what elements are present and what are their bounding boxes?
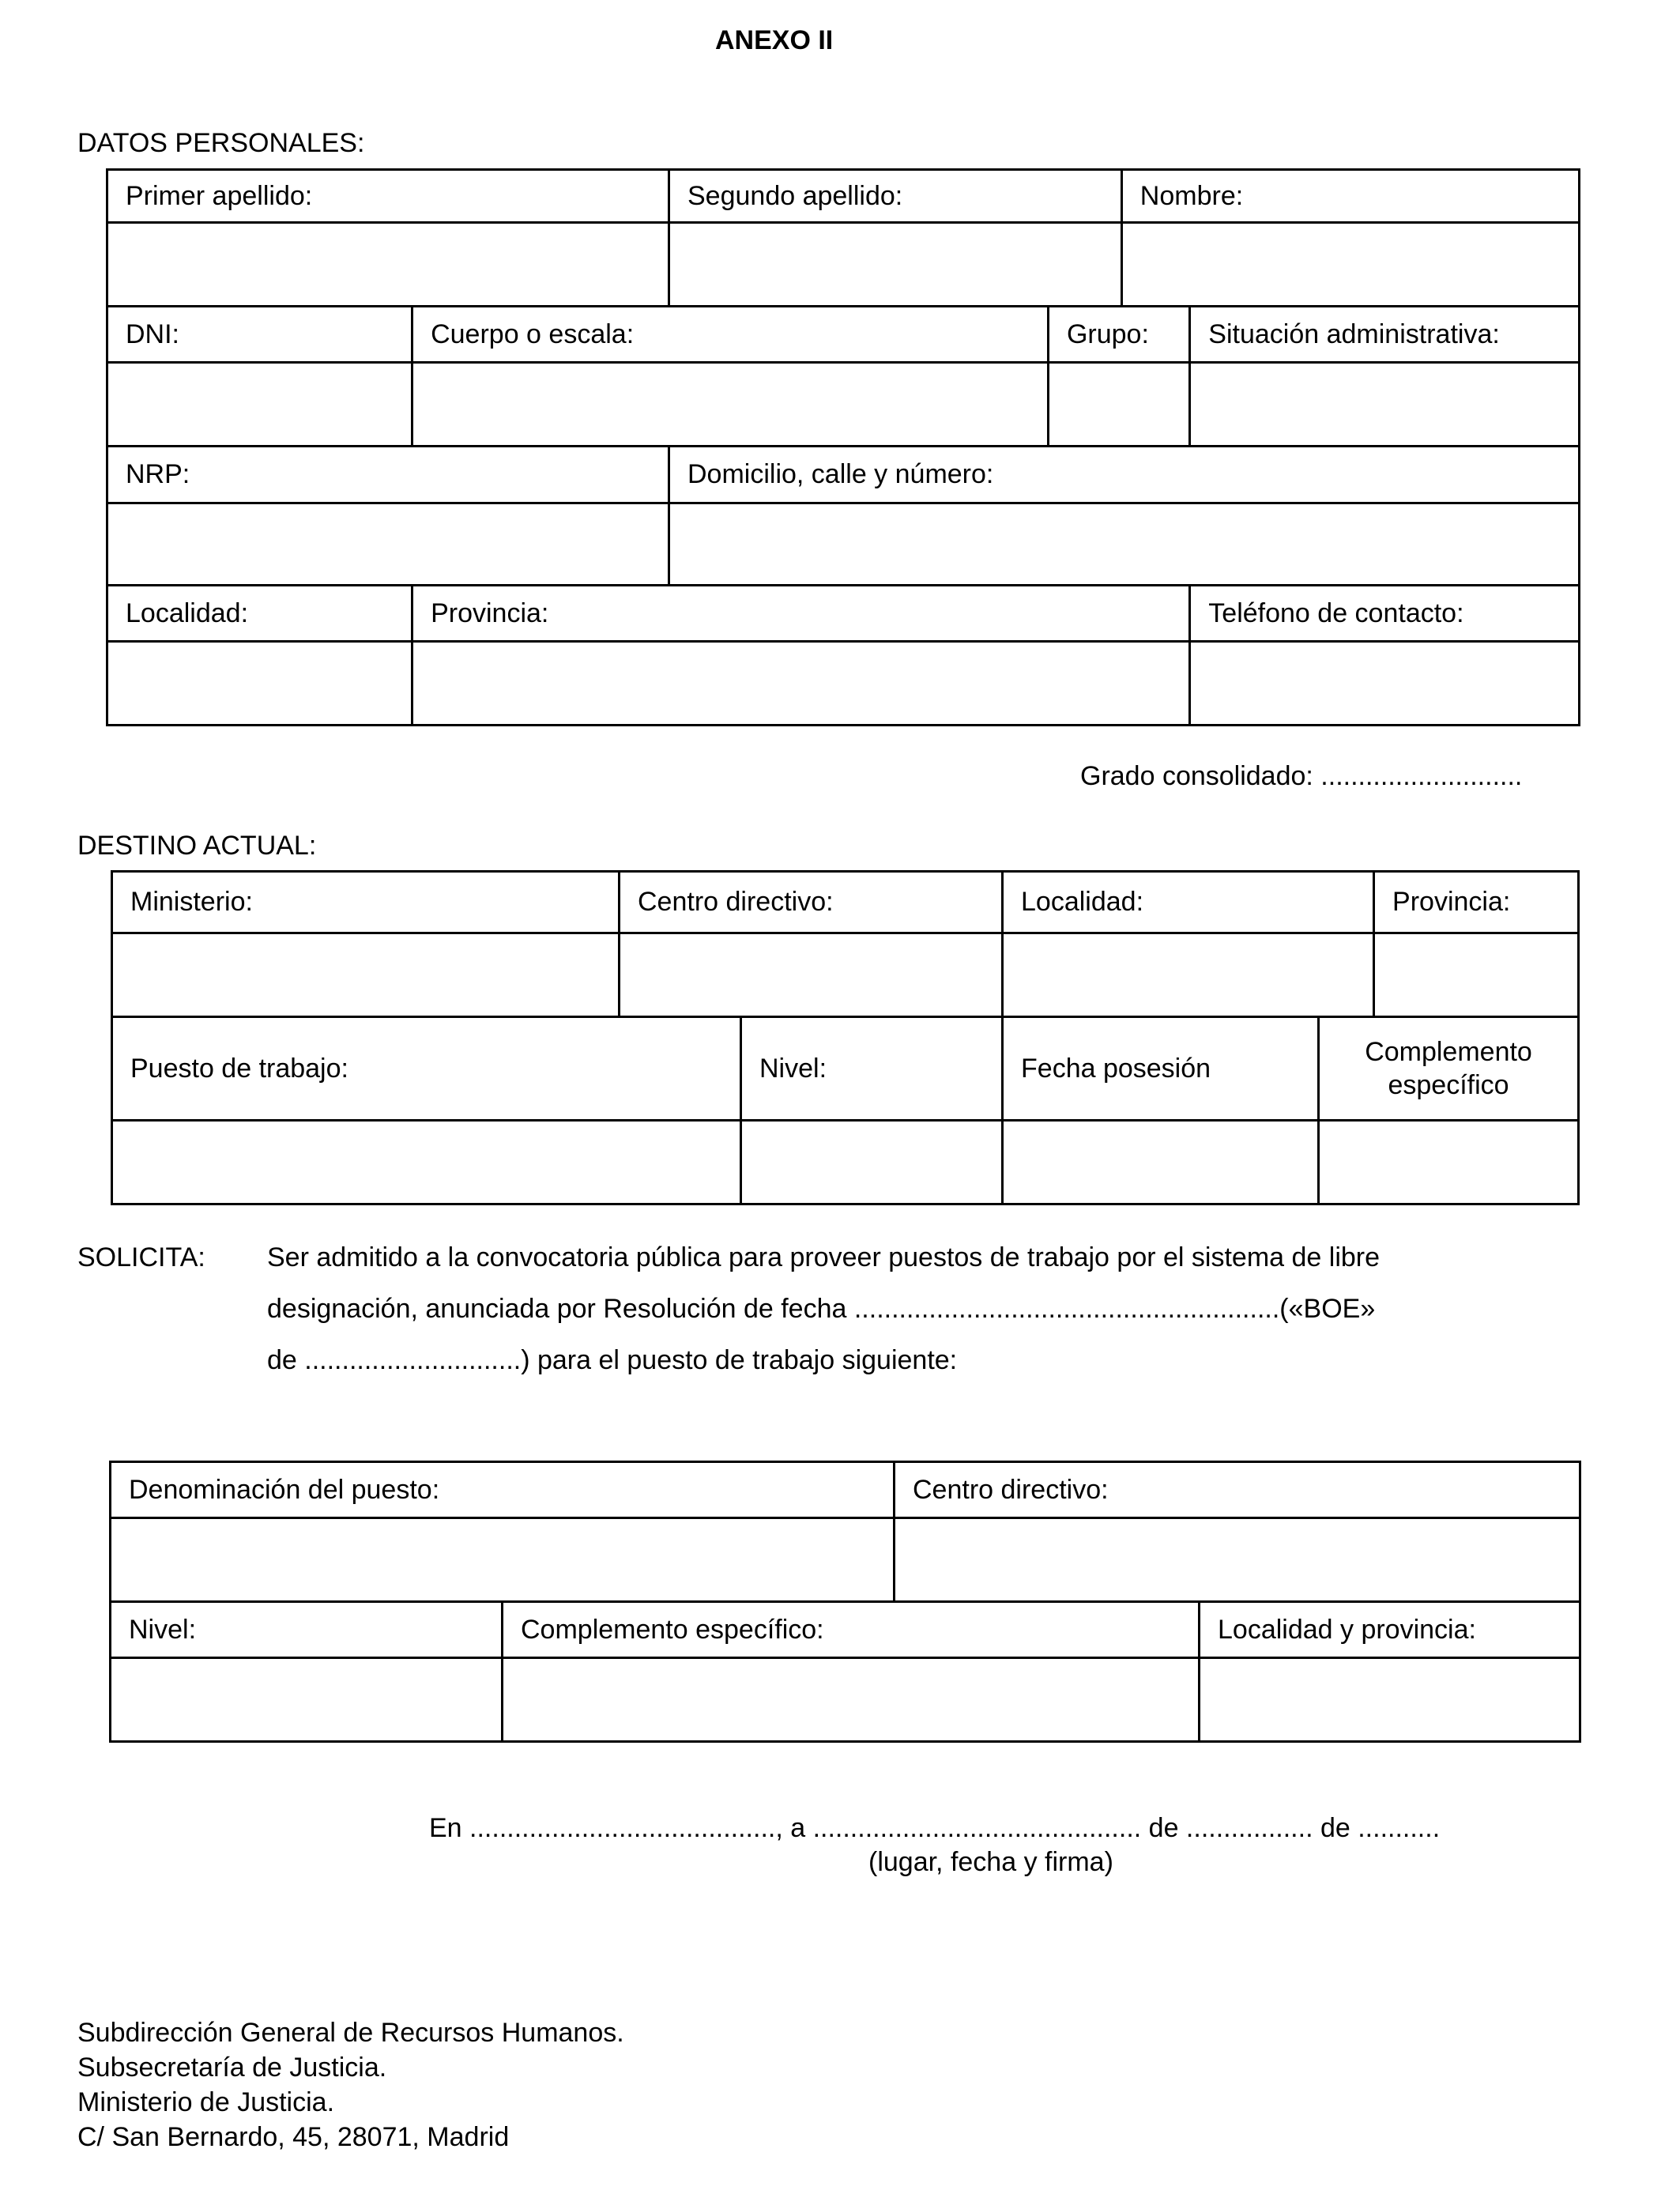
- cuerpo-escala-field[interactable]: [412, 363, 1049, 447]
- nrp-field[interactable]: [107, 503, 669, 586]
- complemento-especifico-field[interactable]: [1319, 1121, 1579, 1204]
- provincia-field[interactable]: [412, 642, 1190, 726]
- domicilio-label: Domicilio, calle y número:: [669, 447, 1580, 503]
- destino-provincia-field[interactable]: [1374, 933, 1579, 1017]
- segundo-apellido-label: Segundo apellido:: [669, 170, 1122, 223]
- telefono-label: Teléfono de contacto:: [1190, 586, 1580, 642]
- destino-localidad-field[interactable]: [1003, 933, 1374, 1017]
- denominacion-puesto-field[interactable]: [111, 1518, 895, 1602]
- centro-directivo-label: Centro directivo:: [620, 872, 1003, 933]
- complemento-line-1: Complemento: [1365, 1037, 1532, 1067]
- ministerio-field[interactable]: [112, 933, 620, 1017]
- datos-personales-table: [106, 168, 1580, 726]
- segundo-apellido-field[interactable]: [669, 223, 1122, 307]
- solicitado-complemento-field[interactable]: [503, 1658, 1200, 1742]
- footer-line-1: Subdirección General de Recursos Humanos.: [77, 2018, 624, 2048]
- footer-line-3: Ministerio de Justicia.: [77, 2087, 335, 2117]
- puesto-solicitado-table: [109, 1461, 1581, 1743]
- destino-actual-table: [111, 870, 1580, 1205]
- nombre-label: Nombre:: [1121, 170, 1579, 223]
- situacion-administrativa-label: Situación administrativa:: [1190, 307, 1580, 363]
- fecha-posesion-field[interactable]: [1003, 1121, 1319, 1204]
- provincia-label: Provincia:: [412, 586, 1190, 642]
- primer-apellido-field[interactable]: [107, 223, 669, 307]
- solicitado-centro-directivo-field[interactable]: [895, 1518, 1580, 1602]
- complemento-line-2: específico: [1388, 1070, 1509, 1100]
- centro-directivo-field[interactable]: [620, 933, 1003, 1017]
- fecha-posesion-label: Fecha posesión: [1003, 1017, 1319, 1121]
- localidad-provincia-field[interactable]: [1200, 1658, 1580, 1742]
- primer-apellido-label: Primer apellido:: [107, 170, 669, 223]
- nrp-label: NRP:: [107, 447, 669, 503]
- ministerio-label: Ministerio:: [112, 872, 620, 933]
- document-title: ANEXO II: [715, 25, 834, 55]
- dni-field[interactable]: [107, 363, 412, 447]
- complemento-especifico-label: [1319, 1017, 1579, 1121]
- cuerpo-escala-label: Cuerpo o escala:: [412, 307, 1049, 363]
- denominacion-puesto-label: Denominación del puesto:: [111, 1462, 895, 1518]
- destino-nivel-label: Nivel:: [741, 1017, 1003, 1121]
- puesto-trabajo-field[interactable]: [112, 1121, 741, 1204]
- puesto-trabajo-label: Puesto de trabajo:: [112, 1017, 741, 1121]
- destino-nivel-field[interactable]: [741, 1121, 1003, 1204]
- solicitado-nivel-label: Nivel:: [111, 1602, 503, 1658]
- domicilio-field[interactable]: [669, 503, 1580, 586]
- footer-line-4: C/ San Bernardo, 45, 28071, Madrid: [77, 2122, 510, 2152]
- solicitado-complemento-label: Complemento específico:: [503, 1602, 1200, 1658]
- destino-actual-heading: DESTINO ACTUAL:: [77, 831, 317, 861]
- firma-line: En ........................................., a ............................................ de ................. de ...........: [429, 1813, 1441, 1843]
- grupo-label: Grupo:: [1048, 307, 1189, 363]
- localidad-field[interactable]: [107, 642, 412, 726]
- grupo-field[interactable]: [1048, 363, 1189, 447]
- dni-label: DNI:: [107, 307, 412, 363]
- footer-line-2: Subsecretaría de Justicia.: [77, 2053, 387, 2083]
- destino-localidad-label: Localidad:: [1003, 872, 1374, 933]
- localidad-label: Localidad:: [107, 586, 412, 642]
- datos-personales-heading: DATOS PERSONALES:: [77, 128, 365, 158]
- nombre-field[interactable]: [1121, 223, 1579, 307]
- telefono-field[interactable]: [1190, 642, 1580, 726]
- localidad-provincia-label: Localidad y provincia:: [1200, 1602, 1580, 1658]
- solicitado-centro-directivo-label: Centro directivo:: [895, 1462, 1580, 1518]
- destino-provincia-label: Provincia:: [1374, 872, 1579, 933]
- grado-consolidado: Grado consolidado: ...........................: [1080, 761, 1523, 791]
- solicitado-nivel-field[interactable]: [111, 1658, 503, 1742]
- firma-caption: (lugar, fecha y firma): [868, 1847, 1113, 1877]
- solicita-line-3: de .............................) para el puesto de trabajo siguiente:: [267, 1345, 958, 1375]
- solicita-line-1: Ser admitido a la convocatoria pública para proveer puestos de trabajo por el sistema de libre: [267, 1242, 1381, 1272]
- solicita-line-2: designación, anunciada por Resolución de fecha .........................................................(«BOE»: [267, 1294, 1376, 1324]
- situacion-administrativa-field[interactable]: [1190, 363, 1580, 447]
- solicita-label: SOLICITA:: [77, 1242, 205, 1272]
